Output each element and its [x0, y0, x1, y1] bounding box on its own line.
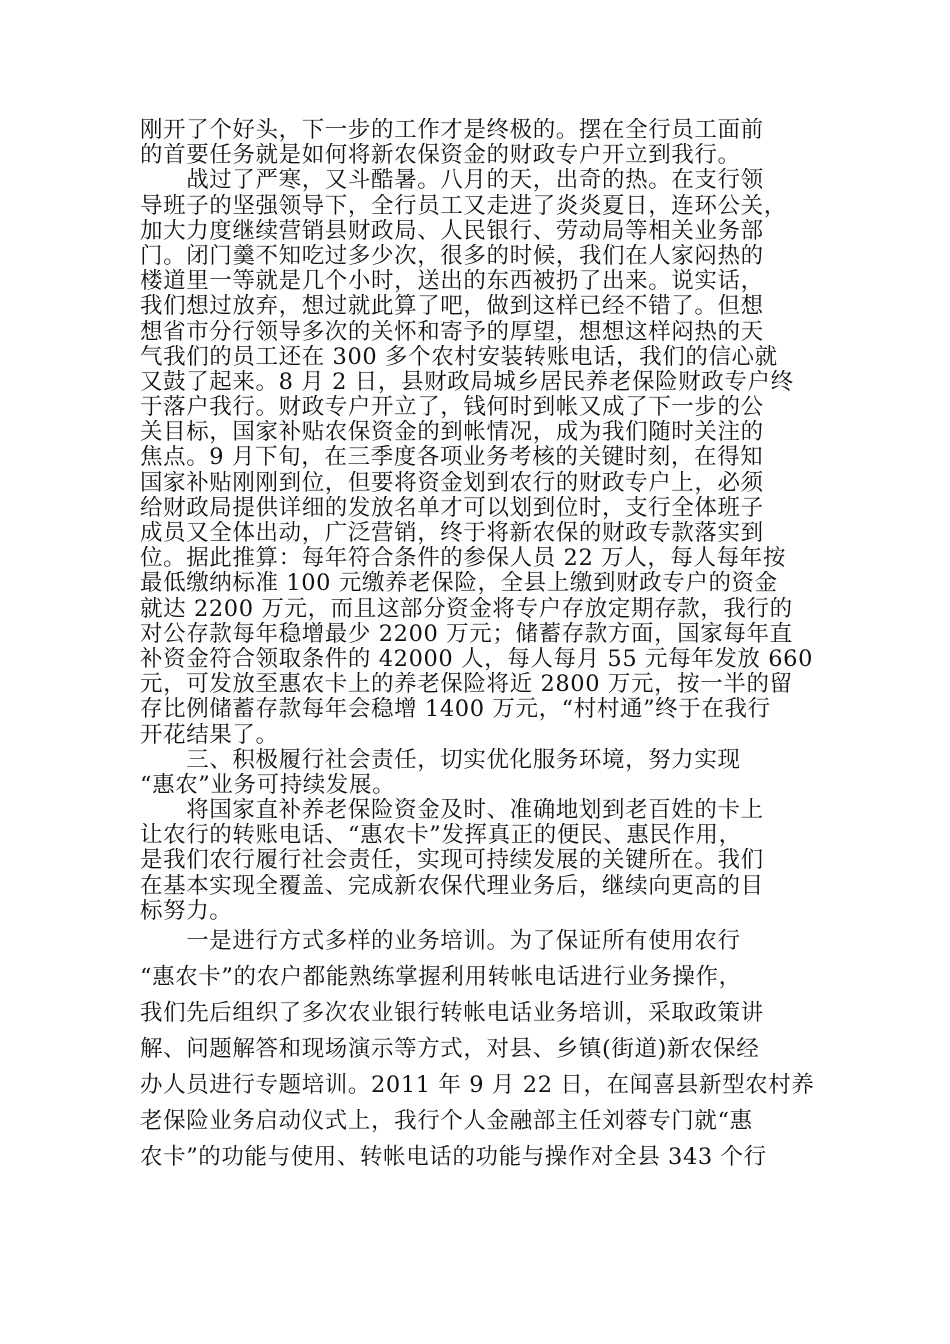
text-line: 于落户我行。财政专户开立了，钱何时到帐又成了下一步的公 [140, 395, 764, 421]
document-page [140, 118, 820, 1170]
text-line: 楼道里一等就是几个小时，送出的东西被扔了出来。说实话， [140, 269, 764, 295]
text-line: 给财政局提供详细的发放名单才可以划到位时，支行全体班子 [140, 495, 764, 521]
text-line: 农卡”的功能与使用、转帐电话的功能与操作对全县 343 个行 [140, 1144, 767, 1170]
document-body-lower [140, 923, 820, 1175]
section-heading-line: “惠农”业务可持续发展。 [140, 772, 396, 798]
text-line: 关目标，国家补贴农保资金的到帐情况，成为我们随时关注的 [140, 420, 764, 446]
text-line: 对公存款每年稳增最少 2200 万元；储蓄存款方面，国家每年直 [140, 621, 793, 647]
text-line: 成员又全体出动，广泛营销，终于将新农保的财政专款落实到 [140, 521, 764, 546]
text-line: 加大力度继续营销县财政局、人民银行、劳动局等相关业务部 [140, 218, 764, 244]
document-body-upper [140, 118, 820, 924]
text-line: 国家补贴刚刚到位，但要将资金划到农行的财政专户上，必须 [140, 470, 764, 496]
text-line: 解、问题解答和现场演示等方式，对县、乡镇(街道)新农保经 [140, 1036, 760, 1062]
text-line: “惠农卡”的农户都能熟练掌握利用转帐电话进行业务操作， [140, 964, 742, 990]
section-heading-line: 三、积极履行社会责任，切实优化服务环境，努力实现 [140, 747, 741, 773]
text-line: 元，可发放至惠农卡上的养老保险将近 2800 万元，按一半的留 [140, 672, 793, 698]
text-line: 我们先后组织了多次农业银行转帐电话业务培训，采取政策讲 [140, 1000, 764, 1026]
text-line: 就达 2200 万元，而且这部分资金将专户存放定期存款，我行的 [140, 596, 793, 622]
text-line: 的首要任务就是如何将新农保资金的财政专户开立到我行。 [140, 143, 741, 169]
text-line: 焦点。9 月下旬，在三季度各项业务考核的关键时刻，在得知 [140, 445, 764, 471]
text-line: 是我们农行履行社会责任，实现可持续发展的关键所在。我们 [140, 848, 764, 874]
text-line: 刚开了个好头，下一步的工作才是终极的。摆在全行员工面前 [140, 118, 764, 143]
text-line: 在基本实现全覆盖、完成新农保代理业务后，继续向更高的目 [140, 873, 764, 899]
text-line: 最低缴纳标准 100 元缴养老保险，全县上缴到财政专户的资金 [140, 571, 778, 597]
text-line: 想省市分行领导多次的关怀和寄予的厚望，想想这样闷热的天 [140, 319, 764, 345]
text-line: 位。据此推算：每年符合条件的参保人员 22 万人，每人每年按 [140, 546, 786, 572]
text-line: 将国家直补养老保险资金及时、准确地划到老百姓的卡上 [140, 798, 764, 824]
text-line: 又鼓了起来。8 月 2 日，县财政局城乡居民养老保险财政专户终 [140, 369, 794, 395]
text-line: 存比例储蓄存款每年会稳增 1400 万元，“村村通”终于在我行 [140, 697, 771, 723]
text-line: 开花结果了。 [140, 722, 279, 748]
text-line: 导班子的坚强领导下，全行员工又走进了炎炎夏日，连环公关， [140, 193, 787, 219]
text-line: 老保险业务启动仪式上，我行个人金融部主任刘蓉专门就“惠 [140, 1108, 753, 1134]
text-line: 让农行的转账电话、“惠农卡”发挥真正的便民、惠民作用， [140, 823, 742, 849]
text-line: 标努力。 [140, 898, 233, 924]
text-line: 气我们的员工还在 300 多个农村安装转账电话，我们的信心就 [140, 344, 778, 370]
text-line: 战过了严寒，又斗酷暑。八月的天，出奇的热。在支行领 [140, 168, 764, 194]
text-line: 补资金符合领取条件的 42000 人，每人每月 55 元每年发放 660 [140, 646, 814, 672]
text-line: 门。闭门羹不知吃过多少次，很多的时候，我们在人家闷热的 [140, 243, 764, 269]
text-line: 办人员进行专题培训。2011 年 9 月 22 日，在闻喜县新型农村养 [140, 1072, 815, 1098]
text-line: 一是进行方式多样的业务培训。为了保证所有使用农行 [140, 928, 741, 954]
text-line: 我们想过放弃，想过就此算了吧，做到这样已经不错了。但想 [140, 294, 764, 320]
